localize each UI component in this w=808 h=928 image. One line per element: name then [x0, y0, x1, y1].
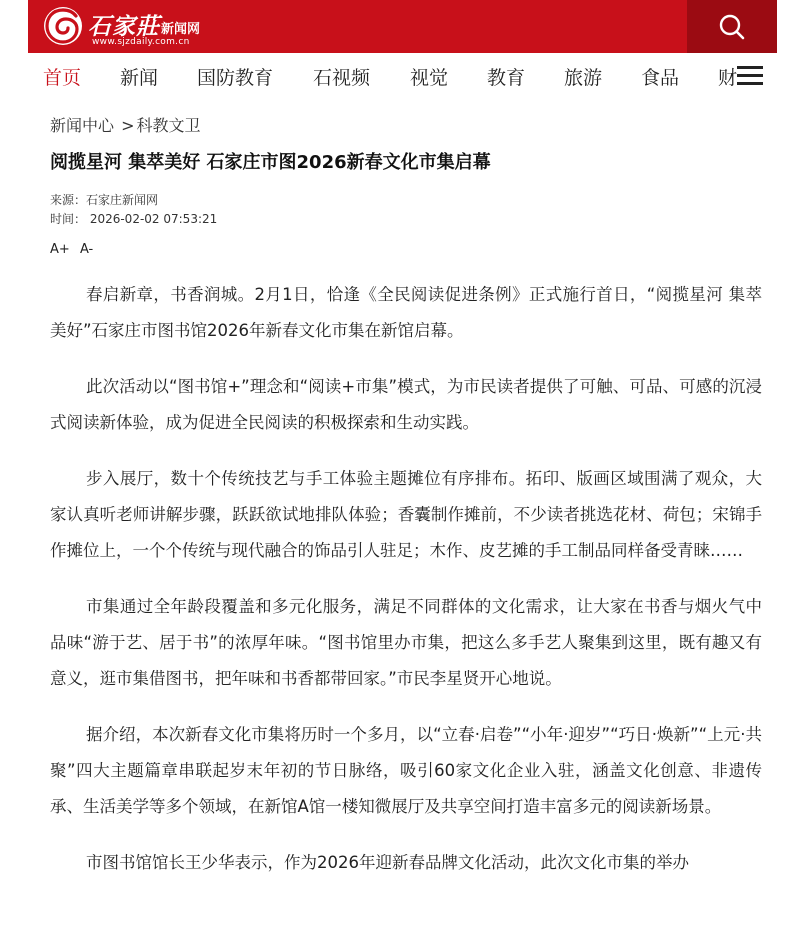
- menu-button[interactable]: [737, 66, 763, 86]
- article-paragraph: 市图书馆馆长王少华表示，作为2026年迎新春品牌文化活动，此次文化市集的举办: [86, 853, 689, 872]
- nav-item-news[interactable]: 新闻: [120, 67, 159, 89]
- nav-item-food[interactable]: 食品: [641, 67, 680, 89]
- site-header: [28, 0, 777, 53]
- search-button[interactable]: [687, 0, 777, 53]
- font-decrease-button[interactable]: A-: [79, 242, 94, 257]
- article-paragraph: 步入展厅，数十个传统技艺与手工体验主题摊位有序排布。拓印、版画区域围满了观众，大家认真听老师讲解步骤，跃跃欲试地排队体验；香囊制作摊前，不少读者挑选花材、荷包；宋锦手作摊位上，一个个传统与现代融合的饰品引人驻足；木作、皮艺摊的手工制品同样备受青睐……: [50, 469, 762, 560]
- nav-item-visual[interactable]: 视觉: [410, 67, 449, 89]
- nav-item-video[interactable]: 石视频: [313, 67, 371, 89]
- article-body: [50, 277, 762, 901]
- logo-subtitle: 新闻网: [161, 22, 201, 37]
- article-paragraph: 据介绍，本次新春文化市集将历时一个多月，以“立春·启卷”“小年·迎岁”“巧日·焕新”“上元·共聚”四大主题篇章串联起岁末年初的节日脉络，吸引60家文化企业入驻，涵盖文化创意、非遗传承、生活美学等多个领域，在新馆A馆一楼知微展厅及共享空间打造丰富多元的阅读新场景。: [50, 725, 762, 816]
- nav-item-finance[interactable]: 财: [718, 67, 738, 89]
- breadcrumb-science-culture[interactable]: 科教文卫: [136, 116, 201, 135]
- nav-item-defense-education[interactable]: 国防教育: [197, 67, 274, 89]
- breadcrumb-news-center[interactable]: 新闻中心: [50, 116, 115, 135]
- nav-item-travel[interactable]: 旅游: [564, 67, 603, 89]
- article-paragraph: 市集通过全年龄段覆盖和多元化服务，满足不同群体的文化需求，让大家在书香与烟火气中品味“游于艺、居于书”的浓厚年味。“图书馆里办市集，把这么多手艺人聚集到这里，既有趣又有意义，逛市集借图书，把年味和书香都带回家。”市民李星贤开心地说。: [50, 597, 762, 688]
- site-logo[interactable]: [42, 4, 242, 50]
- breadcrumb-separator: >: [121, 116, 135, 135]
- article-time: 时间： 2026-02-02 07:53:21: [50, 212, 218, 226]
- nav-items: [28, 53, 738, 98]
- menu-icon: [737, 66, 763, 86]
- search-icon: [718, 13, 746, 41]
- article-paragraph: 春启新章，书香润城。2月1日，恰逢《全民阅读促进条例》正式施行首日，“阅揽星河 集萃美好”石家庄市图书馆2026年新春文化市集在新馆启幕。: [50, 285, 762, 340]
- breadcrumb: [50, 113, 201, 136]
- logo-name: 石家莊: [88, 13, 160, 40]
- nav-item-home[interactable]: 首页: [43, 67, 82, 89]
- logo-url: www.sjzdaily.com.cn: [92, 37, 190, 47]
- logo-swirl-icon: [42, 4, 84, 48]
- font-increase-button[interactable]: A+: [50, 242, 70, 257]
- article-source: 来源：石家庄新闻网: [50, 193, 159, 207]
- nav-item-education[interactable]: 教育: [487, 67, 526, 89]
- font-size-controls: [50, 242, 99, 257]
- article-paragraph: 此次活动以“图书馆+”理念和“阅读+市集”模式，为市民读者提供了可触、可品、可感的沉浸式阅读新体验，成为促进全民阅读的积极探索和生动实践。: [50, 377, 762, 432]
- article-title: 阅揽星河 集萃美好 石家庄市图2026新春文化市集启幕: [50, 152, 491, 173]
- main-nav: [28, 53, 777, 98]
